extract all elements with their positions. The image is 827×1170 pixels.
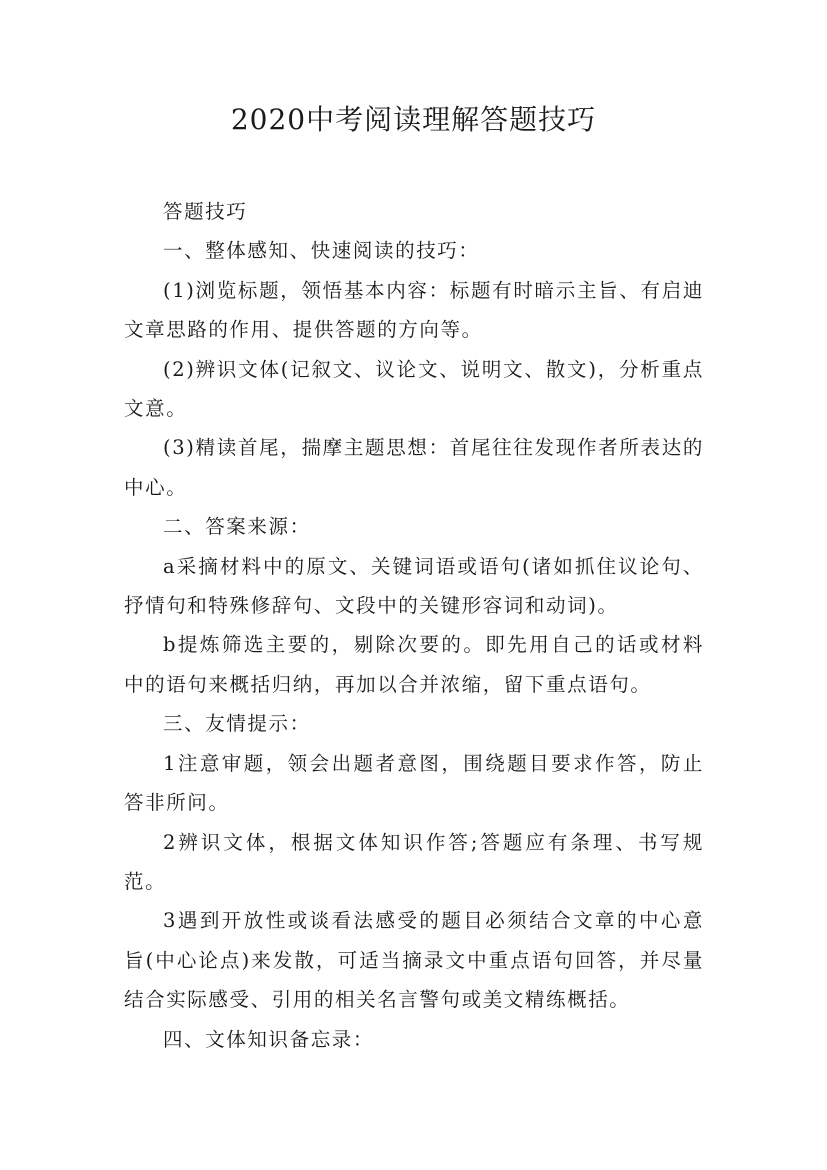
section-heading-4: 四、文体知识备忘录：: [163, 1027, 375, 1051]
paragraph-1-2: (2)辨识文体(记叙文、议论文、说明文、散文)，分析重点文意。: [124, 357, 704, 421]
paragraph-3-1: 1注意审题，领会出题者意图，围绕题目要求作答，防止答非所问。: [124, 751, 704, 815]
paragraph-1-1: (1)浏览标题，领悟基本内容：标题有时暗示主旨、有启迪文章思路的作用、提供答题的方向等。: [124, 278, 704, 342]
document-title: 2020中考阅读理解答题技巧: [230, 103, 597, 136]
paragraph-3-2: 2辨识文体，根据文体知识作答;答题应有条理、书写规范。: [124, 830, 704, 893]
paragraph-3-3: 3遇到开放性或谈看法感受的题目必须结合文章的中心意旨(中心论点)来发散，可适当摘录文中重点语句回答，并尽量结合实际感受、引用的相关名言警句或美文精练概括。: [124, 909, 704, 1012]
document-body: [124, 192, 704, 1059]
section-heading-2: 二、答案来源：: [163, 515, 311, 539]
heading-answer-tips: 答题技巧: [163, 200, 248, 223]
section-heading-3: 三、友情提示：: [163, 712, 311, 736]
paragraph-2-a: a采摘材料中的原文、关键词语或语句(诸如抓住议论句、抒情句和特殊修辞句、文段中的关键形容词和动词)。: [124, 554, 704, 618]
section-heading-1: 一、整体感知、快速阅读的技巧：: [163, 239, 480, 263]
paragraph-1-3: (3)精读首尾，揣摩主题思想：首尾往往发现作者所表达的中心。: [124, 436, 704, 499]
paragraph-2-b: b提炼筛选主要的，剔除次要的。即先用自己的话或材料中的语句来概括归纳，再加以合并浓缩，留下重点语句。: [124, 633, 704, 696]
